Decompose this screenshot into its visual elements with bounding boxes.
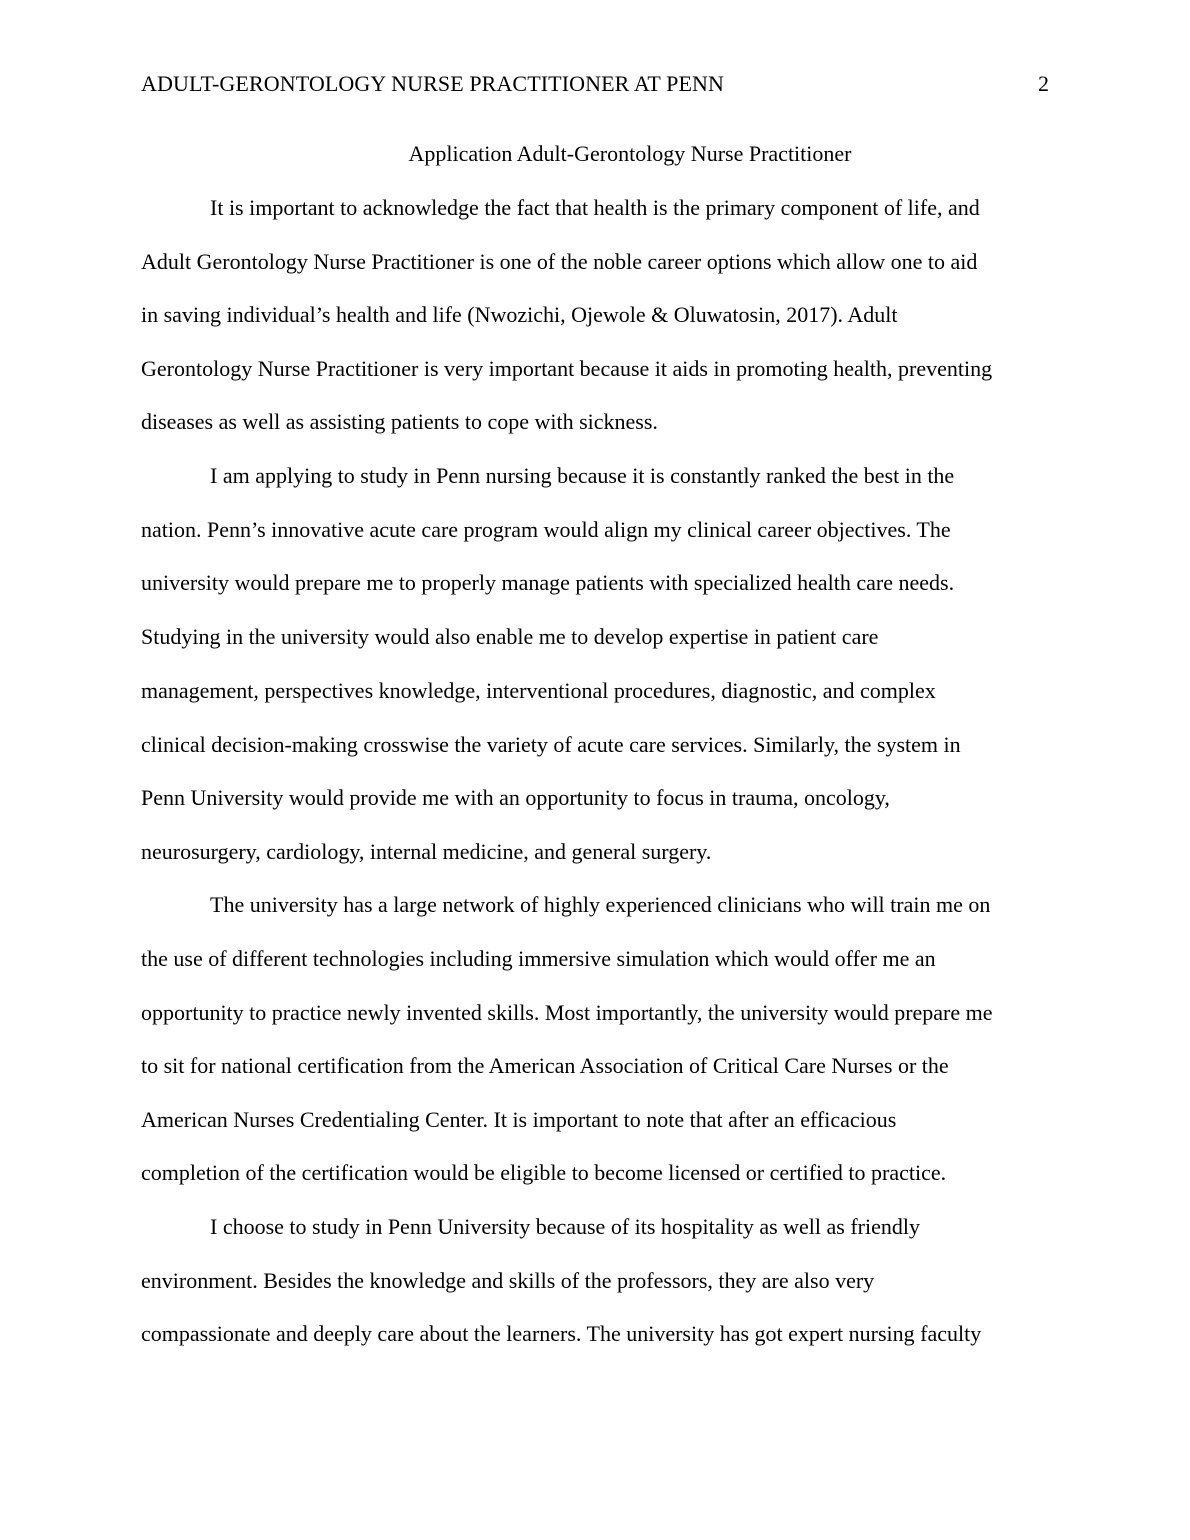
paragraph-4-line-3: compassionate and deeply care about the learners. The university has got expert nursing faculty [141,1321,982,1346]
paragraph-1-line-5: diseases as well as assisting patients to cope with sickness. [141,409,658,434]
paragraph-2-line-2: nation. Penn’s innovative acute care program would align my clinical career objectives. The [141,517,951,542]
paragraph-3-line-1: The university has a large network of highly experienced clinicians who will train me on [210,892,991,917]
paragraph-1-line-3: in saving individual’s health and life (Nwozichi, Ojewole & Oluwatosin, 2017). Adult [141,302,898,327]
paragraph-1-line-1: It is important to acknowledge the fact that health is the primary component of life, and [210,195,980,220]
paragraph-3-line-3: opportunity to practice newly invented skills. Most importantly, the university would prepare me [141,1000,993,1025]
paragraph-1-line-2: Adult Gerontology Nurse Practitioner is one of the noble career options which allow one to aid [141,249,978,274]
running-head: ADULT-GERONTOLOGY NURSE PRACTITIONER AT PENN [141,71,724,96]
paragraph-2-line-4: Studying in the university would also enable me to develop expertise in patient care [141,624,879,649]
paragraph-3-line-5: American Nurses Credentialing Center. It is important to note that after an efficacious [141,1107,897,1132]
document-title: Application Adult-Gerontology Nurse Practitioner [408,141,852,166]
paragraph-2-line-8: neurosurgery, cardiology, internal medicine, and general surgery. [141,839,712,864]
paragraph-2-line-7: Penn University would provide me with an opportunity to focus in trauma, oncology, [141,785,890,810]
paragraph-3-line-2: the use of different technologies including immersive simulation which would offer me an [141,946,936,971]
page-number: 2 [1038,71,1049,96]
paragraph-1-line-4: Gerontology Nurse Practitioner is very important because it aids in promoting health, preventing [141,356,993,381]
paragraph-2-line-6: clinical decision-making crosswise the variety of acute care services. Similarly, the system in [141,732,961,757]
paragraph-3-line-6: completion of the certification would be eligible to become licensed or certified to practice. [141,1160,947,1185]
paragraph-3-line-4: to sit for national certification from the American Association of Critical Care Nurses or the [141,1053,949,1078]
paragraph-4-line-2: environment. Besides the knowledge and skills of the professors, they are also very [141,1268,875,1293]
paragraph-2-line-1: I am applying to study in Penn nursing because it is constantly ranked the best in the [210,463,955,488]
paragraph-2-line-5: management, perspectives knowledge, interventional procedures, diagnostic, and complex [141,678,936,703]
paragraph-4-line-1: I choose to study in Penn University because of its hospitality as well as friendly [210,1214,920,1239]
paragraph-2-line-3: university would prepare me to properly manage patients with specialized health care needs. [141,570,955,595]
